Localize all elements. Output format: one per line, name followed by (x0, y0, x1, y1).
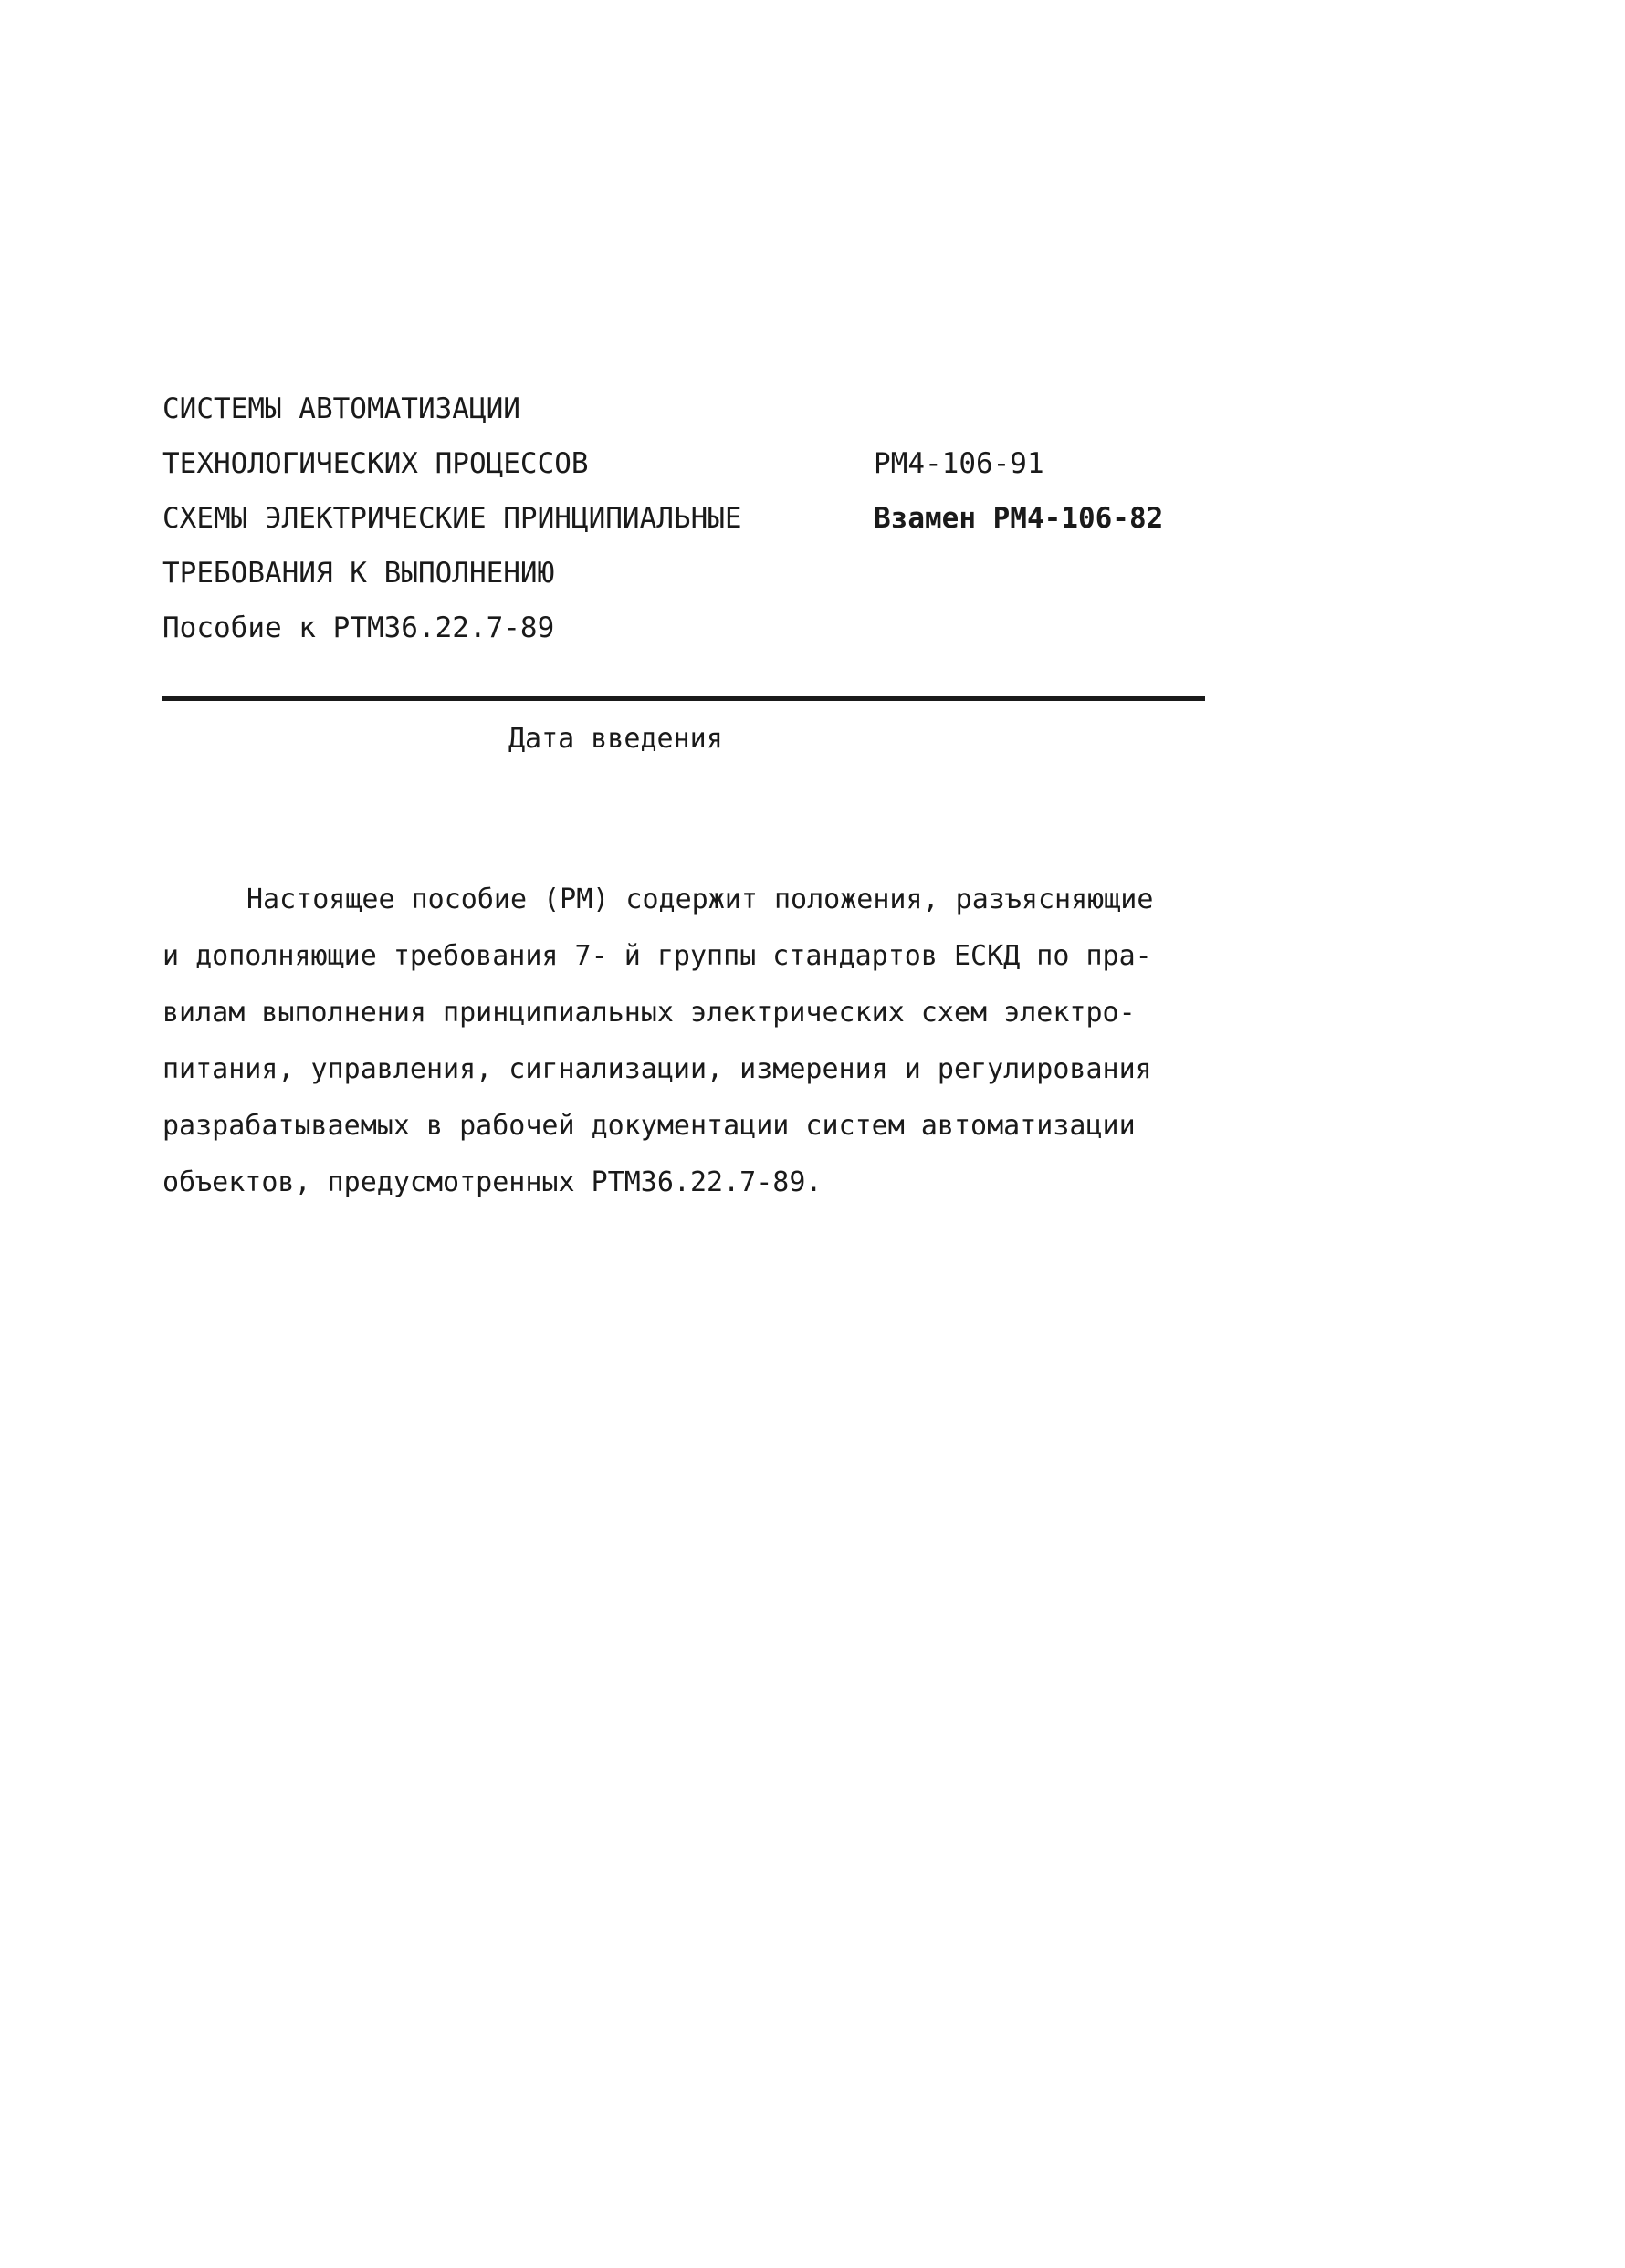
title-line-2: ТЕХНОЛОГИЧЕСКИХ ПРОЦЕССОВ (162, 447, 589, 480)
body-line-5: разрабатываемых в рабочей документации систем автоматизации (162, 1110, 1136, 1142)
title-line-4: ТРЕБОВАНИЯ К ВЫПОЛНЕНИЮ (162, 557, 555, 590)
horizontal-rule (162, 696, 1205, 701)
document-code: РМ4-106-91 (874, 447, 1044, 480)
title-line-3: СХЕМЫ ЭЛЕКТРИЧЕСКИЕ ПРИНЦИПИАЛЬНЫЕ (162, 502, 742, 535)
body-paragraph (162, 872, 1176, 1211)
replaces-code: Взамен РМ4-106-82 (874, 502, 1164, 535)
body-line-3: вилам выполнения принципиальных электрических схем электро- (162, 997, 1136, 1029)
document-title-block (162, 381, 856, 655)
title-line-5: Пособие к РТМ36.22.7-89 (162, 611, 555, 644)
intro-date-label: Дата введения (508, 723, 723, 755)
body-line-1: Настоящее пособие (РМ) содержит положения, разъясняющие (246, 883, 1154, 915)
document-code-block (874, 436, 1202, 546)
title-line-1: СИСТЕМЫ АВТОМАТИЗАЦИИ (162, 392, 520, 425)
body-line-4: питания, управления, сигнализации, измерения и регулирования (162, 1053, 1152, 1085)
body-line-2: и дополняющие требования 7- й группы стандартов ЕСКД по пра- (162, 940, 1152, 972)
body-line-6: объектов, предусмотренных РТМ36.22.7-89. (162, 1166, 823, 1198)
